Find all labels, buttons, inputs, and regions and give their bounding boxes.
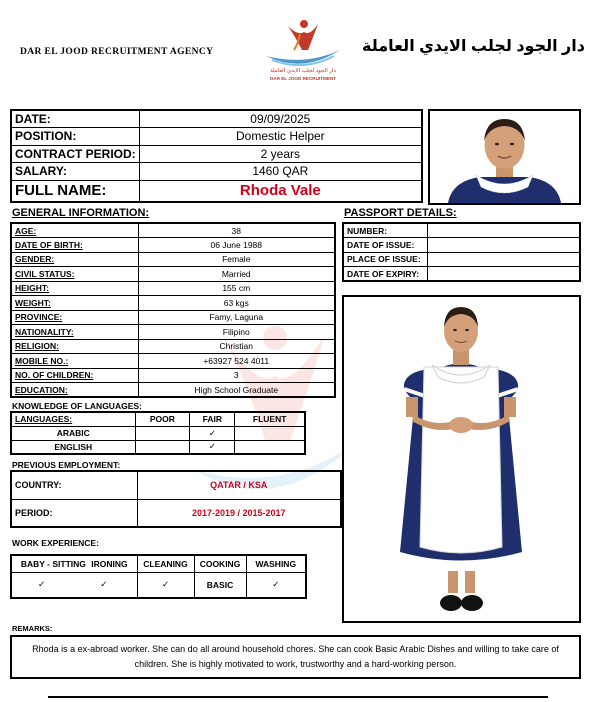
agency-name-ar: دار الجود لجلب الايدي العاملة (362, 38, 585, 55)
general-label: PROVINCE: (11, 310, 138, 325)
cooking-header: COOKING (194, 555, 246, 572)
full-body-photo (342, 295, 581, 623)
full-name-value: Rhoda Vale (139, 180, 422, 202)
work-experience-table (10, 554, 307, 599)
previous-employment-title: PREVIOUS EMPLOYMENT: (12, 460, 121, 470)
table-row (343, 267, 580, 282)
languages-table (10, 411, 306, 455)
age-value: 38 (138, 223, 335, 238)
general-label: CIVIL STATUS: (11, 267, 138, 282)
weight-value: 63 kgs (138, 296, 335, 311)
table-row (11, 223, 335, 238)
date-value: 09/09/2025 (139, 110, 422, 128)
summary-row-salary (11, 163, 422, 181)
ironing-header: IRONING (91, 558, 128, 569)
summary-label: CONTRACT PERIOD: (11, 145, 139, 163)
summary-label: POSITION: (11, 128, 139, 146)
table-row (11, 368, 335, 383)
agency-logo (258, 16, 348, 86)
table-row (11, 267, 335, 282)
education-value: High School Graduate (138, 383, 335, 398)
contract-period-value: 2 years (139, 145, 422, 163)
poor-header: POOR (135, 412, 190, 426)
country-label: COUNTRY: (11, 471, 137, 499)
general-label: AGE: (11, 223, 138, 238)
general-label: RELIGION: (11, 339, 138, 354)
footer-divider (48, 696, 548, 698)
language-name: ENGLISH (11, 440, 135, 454)
languages-title: KNOWLEDGE OF LANGUAGES: (12, 401, 142, 411)
mobile-value: +63927 524 4011 (138, 354, 335, 369)
table-row (11, 281, 335, 296)
summary-row-full-name (11, 180, 422, 202)
table-header-row (11, 412, 305, 426)
fluent-cell (235, 440, 305, 454)
washing-header: WASHING (246, 555, 306, 572)
summary-row-position (11, 128, 422, 146)
table-row (11, 354, 335, 369)
general-label: MOBILE NO.: (11, 354, 138, 369)
fluent-cell (235, 426, 305, 440)
remarks-title: REMARKS: (12, 624, 53, 633)
table-row (11, 383, 335, 398)
general-info-title: GENERAL INFORMATION: (12, 207, 150, 219)
logo-text-ar: دار الجود لجلب الايدي العاملة (270, 68, 336, 74)
work-experience-title: WORK EXPERIENCE: (12, 538, 99, 548)
summary-row-date (11, 110, 422, 128)
province-value: Famy, Laguna (138, 310, 335, 325)
salary-value: 1460 QAR (139, 163, 422, 181)
height-value: 155 cm (138, 281, 335, 296)
general-info-table (10, 222, 336, 398)
table-row (11, 325, 335, 340)
passport-table (342, 222, 581, 282)
general-label: DATE OF BIRTH: (11, 238, 138, 253)
summary-table (10, 109, 423, 203)
table-row (11, 339, 335, 354)
table-row (11, 471, 341, 499)
passport-issue-date-value (427, 238, 580, 253)
summary-row-contract (11, 145, 422, 163)
children-value: 3 (138, 368, 335, 383)
period-value: 2017-2019 / 2015-2017 (137, 499, 341, 527)
religion-value: Christian (138, 339, 335, 354)
poor-cell (135, 426, 190, 440)
cooking-level-value: BASIC (194, 572, 246, 598)
fair-header: FAIR (190, 412, 235, 426)
general-label: NATIONALITY: (11, 325, 138, 340)
table-row (11, 440, 305, 454)
summary-label: FULL NAME: (11, 180, 139, 202)
position-value: Domestic Helper (139, 128, 422, 146)
civil-status-value: Married (138, 267, 335, 282)
table-header-row (11, 555, 306, 572)
table-row (11, 499, 341, 527)
table-row (343, 223, 580, 238)
general-label: GENDER: (11, 252, 138, 267)
fair-check-icon: ✓ (190, 426, 235, 440)
logo-figure-icon (258, 16, 348, 68)
fair-check-icon: ✓ (190, 440, 235, 454)
gender-value: Female (138, 252, 335, 267)
person-portrait-icon (430, 111, 579, 203)
logo-text-en: DAR EL JOOD RECRUITMENT (269, 76, 337, 81)
period-label: PERIOD: (11, 499, 137, 527)
general-label: WEIGHT: (11, 296, 138, 311)
table-row (11, 310, 335, 325)
summary-label: DATE: (11, 110, 139, 128)
agency-name-en: DAR EL JOOD RECRUITMENT AGENCY (20, 47, 214, 57)
babysitting-header: BABY - SITTING (20, 558, 86, 569)
cleaning-header: CLEANING (137, 555, 194, 572)
passport-expiry-value (427, 267, 580, 282)
header (0, 0, 595, 100)
babysitting-check-icon: ✓ (11, 572, 71, 598)
fluent-header: FLUENT (235, 412, 305, 426)
ironing-check-icon: ✓ (71, 572, 137, 598)
table-row (11, 252, 335, 267)
general-label: EDUCATION: (11, 383, 138, 398)
passport-number-value (427, 223, 580, 238)
passport-issue-place-value (427, 252, 580, 267)
nationality-value: Filipino (138, 325, 335, 340)
summary-label: SALARY: (11, 163, 139, 181)
table-row (11, 296, 335, 311)
passport-label: DATE OF ISSUE: (343, 238, 427, 253)
cleaning-check-icon: ✓ (137, 572, 194, 598)
languages-header: LANGUAGES: (11, 412, 135, 426)
passport-label: DATE OF EXPIRY: (343, 267, 427, 282)
person-full-body-icon (344, 297, 579, 621)
portrait-photo (428, 109, 581, 205)
table-row (11, 238, 335, 253)
washing-check-icon: ✓ (246, 572, 306, 598)
passport-details-title: PASSPORT DETAILS: (344, 207, 457, 219)
poor-cell (135, 440, 190, 454)
dob-value: 06 June 1988 (138, 238, 335, 253)
previous-employment-table (10, 470, 342, 528)
remarks-text: Rhoda is a ex-abroad worker. She can do all around household chores. She can cook Basic Arabic Dishes and willing to take care of children. She is highly motivated to work, trustworthy and a hard-working person. (10, 635, 581, 679)
passport-label: NUMBER: (343, 223, 427, 238)
table-row (343, 238, 580, 253)
language-name: ARABIC (11, 426, 135, 440)
table-row (11, 426, 305, 440)
general-label: NO. OF CHILDREN: (11, 368, 138, 383)
table-row (343, 252, 580, 267)
passport-label: PLACE OF ISSUE: (343, 252, 427, 267)
table-row (11, 572, 306, 598)
country-value: QATAR / KSA (137, 471, 341, 499)
babysitting-ironing-header (11, 555, 137, 572)
general-label: HEIGHT: (11, 281, 138, 296)
